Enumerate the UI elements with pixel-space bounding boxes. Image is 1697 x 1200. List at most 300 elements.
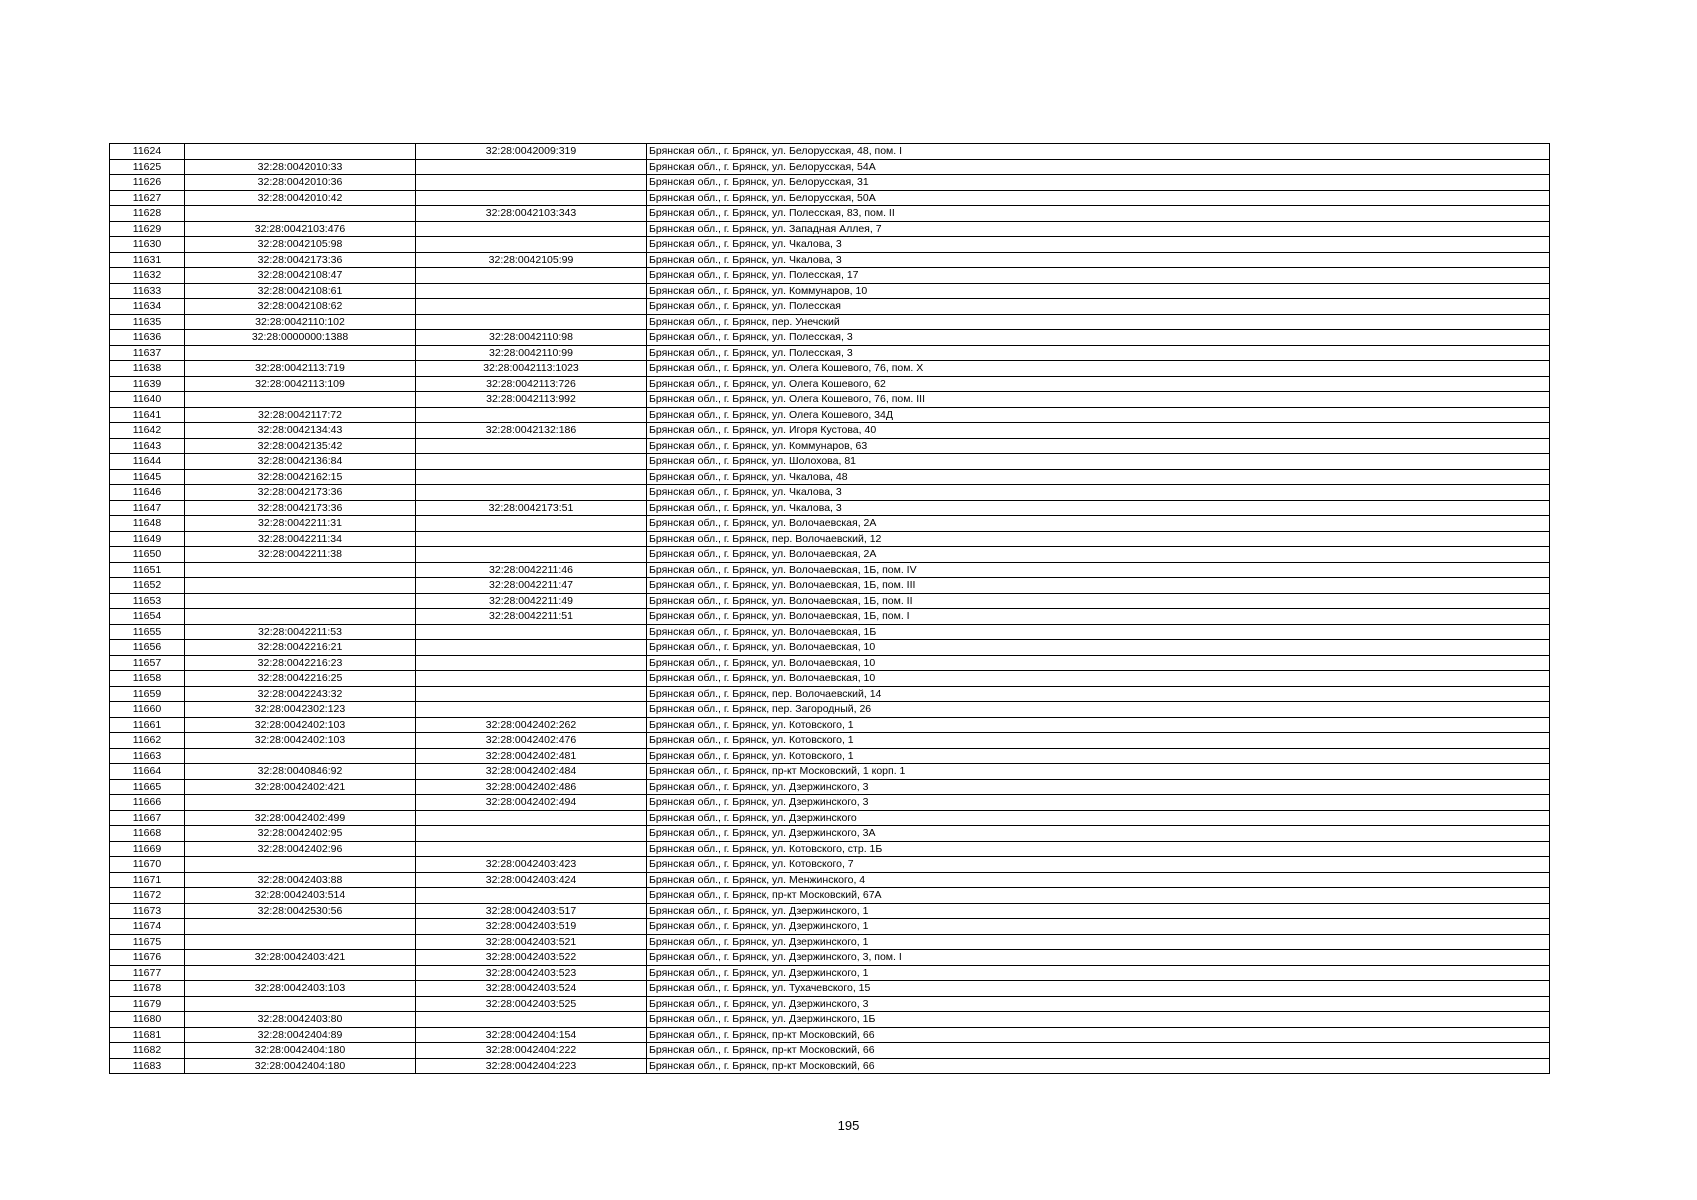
address-cell: Брянская обл., г. Брянск, ул. Шолохова, 81 [647,454,1550,470]
table-row [110,407,1550,423]
row-number-cell: 11651 [110,562,185,578]
row-number-cell: 11628 [110,206,185,222]
related-cadastral-number-cell: 32:28:0042402:481 [416,748,647,764]
cadastral-number-cell: 32:28:0042173:36 [185,500,416,516]
table-row [110,516,1550,532]
table-row [110,609,1550,625]
cadastral-number-cell: 32:28:0042211:31 [185,516,416,532]
row-number-cell: 11661 [110,717,185,733]
related-cadastral-number-cell [416,531,647,547]
related-cadastral-number-cell: 32:28:0042402:476 [416,733,647,749]
related-cadastral-number-cell [416,314,647,330]
table-row [110,345,1550,361]
address-cell: Брянская обл., г. Брянск, пр-кт Московский, 66 [647,1027,1550,1043]
related-cadastral-number-cell: 32:28:0042402:494 [416,795,647,811]
related-cadastral-number-cell: 32:28:0042113:726 [416,376,647,392]
row-number-cell: 11676 [110,950,185,966]
row-number-cell: 11678 [110,981,185,997]
address-cell: Брянская обл., г. Брянск, ул. Чкалова, 48 [647,469,1550,485]
cadastral-number-cell: 32:28:0042404:180 [185,1058,416,1074]
address-cell: Брянская обл., г. Брянск, ул. Дзержинского, 3А [647,826,1550,842]
address-cell: Брянская обл., г. Брянск, ул. Волочаевская, 1Б, пом. IV [647,562,1550,578]
address-cell: Брянская обл., г. Брянск, пр-кт Московский, 67А [647,888,1550,904]
cadastral-number-cell [185,345,416,361]
related-cadastral-number-cell [416,841,647,857]
related-cadastral-number-cell: 32:28:0042403:523 [416,965,647,981]
cadastral-number-cell: 32:28:0042243:32 [185,686,416,702]
cadastral-number-cell: 32:28:0042402:421 [185,779,416,795]
address-cell: Брянская обл., г. Брянск, пер. Унечский [647,314,1550,330]
address-cell: Брянская обл., г. Брянск, ул. Волочаевская, 10 [647,671,1550,687]
table-row [110,221,1550,237]
row-number-cell: 11632 [110,268,185,284]
cadastral-number-cell [185,206,416,222]
row-number-cell: 11637 [110,345,185,361]
related-cadastral-number-cell: 32:28:0042211:46 [416,562,647,578]
address-cell: Брянская обл., г. Брянск, ул. Олега Кошевого, 76, пом. III [647,392,1550,408]
address-cell: Брянская обл., г. Брянск, ул. Котовского, 7 [647,857,1550,873]
cadastral-number-cell: 32:28:0042108:62 [185,299,416,315]
row-number-cell: 11626 [110,175,185,191]
cadastral-number-cell: 32:28:0042211:53 [185,624,416,640]
table-row [110,857,1550,873]
row-number-cell: 11645 [110,469,185,485]
row-number-cell: 11624 [110,144,185,160]
address-cell: Брянская обл., г. Брянск, ул. Котовского, 1 [647,748,1550,764]
register-table [109,143,1550,1074]
row-number-cell: 11648 [110,516,185,532]
cadastral-number-cell: 32:28:0042402:95 [185,826,416,842]
address-cell: Брянская обл., г. Брянск, ул. Котовского, 1 [647,717,1550,733]
cadastral-number-cell: 32:28:0042302:123 [185,702,416,718]
table-row [110,795,1550,811]
row-number-cell: 11665 [110,779,185,795]
cadastral-number-cell: 32:28:0042173:36 [185,252,416,268]
table-row [110,283,1550,299]
related-cadastral-number-cell [416,454,647,470]
cadastral-number-cell [185,562,416,578]
cadastral-number-cell: 32:28:0042402:96 [185,841,416,857]
address-cell: Брянская обл., г. Брянск, ул. Дзержинского, 3 [647,996,1550,1012]
related-cadastral-number-cell: 32:28:0042173:51 [416,500,647,516]
address-cell: Брянская обл., г. Брянск, ул. Полесская, 83, пом. II [647,206,1550,222]
table-row [110,392,1550,408]
table-row [110,159,1550,175]
row-number-cell: 11668 [110,826,185,842]
related-cadastral-number-cell [416,175,647,191]
cadastral-number-cell: 32:28:0042135:42 [185,438,416,454]
related-cadastral-number-cell: 32:28:0042402:486 [416,779,647,795]
related-cadastral-number-cell: 32:28:0042211:51 [416,609,647,625]
cadastral-number-cell: 32:28:0042134:43 [185,423,416,439]
row-number-cell: 11656 [110,640,185,656]
related-cadastral-number-cell: 32:28:0042113:992 [416,392,647,408]
address-cell: Брянская обл., г. Брянск, ул. Менжинского, 4 [647,872,1550,888]
related-cadastral-number-cell [416,407,647,423]
related-cadastral-number-cell [416,299,647,315]
row-number-cell: 11663 [110,748,185,764]
table-row [110,547,1550,563]
related-cadastral-number-cell: 32:28:0042403:521 [416,934,647,950]
row-number-cell: 11650 [110,547,185,563]
cadastral-number-cell: 32:28:0042110:102 [185,314,416,330]
address-cell: Брянская обл., г. Брянск, ул. Белорусская, 54А [647,159,1550,175]
address-cell: Брянская обл., г. Брянск, ул. Дзержинского, 1 [647,903,1550,919]
related-cadastral-number-cell [416,438,647,454]
table-row [110,593,1550,609]
table-row [110,1043,1550,1059]
address-cell: Брянская обл., г. Брянск, ул. Игоря Кустова, 40 [647,423,1550,439]
row-number-cell: 11649 [110,531,185,547]
related-cadastral-number-cell [416,655,647,671]
cadastral-number-cell [185,609,416,625]
row-number-cell: 11683 [110,1058,185,1074]
cadastral-number-cell: 32:28:0042216:23 [185,655,416,671]
related-cadastral-number-cell [416,485,647,501]
table-row [110,702,1550,718]
row-number-cell: 11652 [110,578,185,594]
row-number-cell: 11642 [110,423,185,439]
row-number-cell: 11673 [110,903,185,919]
related-cadastral-number-cell: 32:28:0042402:484 [416,764,647,780]
cadastral-number-cell: 32:28:0042113:719 [185,361,416,377]
row-number-cell: 11675 [110,934,185,950]
cadastral-number-cell: 32:28:0042404:180 [185,1043,416,1059]
row-number-cell: 11631 [110,252,185,268]
row-number-cell: 11627 [110,190,185,206]
cadastral-number-cell: 32:28:0042211:34 [185,531,416,547]
related-cadastral-number-cell: 32:28:0042403:519 [416,919,647,935]
address-cell: Брянская обл., г. Брянск, ул. Дзержинского, 1 [647,934,1550,950]
address-cell: Брянская обл., г. Брянск, ул. Белорусская, 48, пом. I [647,144,1550,160]
table-row [110,903,1550,919]
cadastral-number-cell: 32:28:0042216:21 [185,640,416,656]
row-number-cell: 11639 [110,376,185,392]
related-cadastral-number-cell: 32:28:0042403:517 [416,903,647,919]
address-cell: Брянская обл., г. Брянск, ул. Полесская, 3 [647,345,1550,361]
address-cell: Брянская обл., г. Брянск, ул. Дзержинского, 1 [647,965,1550,981]
table-row [110,950,1550,966]
address-cell: Брянская обл., г. Брянск, пр-кт Московский, 66 [647,1058,1550,1074]
table-row [110,469,1550,485]
row-number-cell: 11660 [110,702,185,718]
table-row [110,872,1550,888]
row-number-cell: 11654 [110,609,185,625]
table-row [110,748,1550,764]
cadastral-number-cell: 32:28:0042010:42 [185,190,416,206]
row-number-cell: 11644 [110,454,185,470]
row-number-cell: 11674 [110,919,185,935]
cadastral-number-cell: 32:28:0042402:103 [185,733,416,749]
row-number-cell: 11667 [110,810,185,826]
address-cell: Брянская обл., г. Брянск, ул. Дзержинского, 3, пом. I [647,950,1550,966]
row-number-cell: 11641 [110,407,185,423]
register-table-body [110,144,1550,1074]
row-number-cell: 11630 [110,237,185,253]
address-cell: Брянская обл., г. Брянск, ул. Волочаевская, 1Б, пом. II [647,593,1550,609]
cadastral-number-cell: 32:28:0042402:499 [185,810,416,826]
table-row [110,640,1550,656]
table-row [110,934,1550,950]
related-cadastral-number-cell: 32:28:0042105:99 [416,252,647,268]
related-cadastral-number-cell [416,516,647,532]
address-cell: Брянская обл., г. Брянск, ул. Дзержинского, 1 [647,919,1550,935]
related-cadastral-number-cell [416,159,647,175]
cadastral-number-cell [185,857,416,873]
row-number-cell: 11681 [110,1027,185,1043]
cadastral-number-cell: 32:28:0042403:80 [185,1012,416,1028]
row-number-cell: 11653 [110,593,185,609]
row-number-cell: 11647 [110,500,185,516]
table-row [110,578,1550,594]
related-cadastral-number-cell: 32:28:0042211:47 [416,578,647,594]
table-row [110,454,1550,470]
related-cadastral-number-cell: 32:28:0042404:154 [416,1027,647,1043]
row-number-cell: 11646 [110,485,185,501]
related-cadastral-number-cell: 32:28:0042404:223 [416,1058,647,1074]
row-number-cell: 11635 [110,314,185,330]
address-cell: Брянская обл., г. Брянск, пер. Загородный, 26 [647,702,1550,718]
row-number-cell: 11633 [110,283,185,299]
related-cadastral-number-cell: 32:28:0042403:522 [416,950,647,966]
page-number: 195 [837,1118,860,1133]
related-cadastral-number-cell [416,1012,647,1028]
row-number-cell: 11677 [110,965,185,981]
related-cadastral-number-cell [416,624,647,640]
related-cadastral-number-cell [416,237,647,253]
related-cadastral-number-cell: 32:28:0042103:343 [416,206,647,222]
cadastral-number-cell: 32:28:0042402:103 [185,717,416,733]
related-cadastral-number-cell [416,190,647,206]
cadastral-number-cell: 32:28:0042103:476 [185,221,416,237]
row-number-cell: 11662 [110,733,185,749]
table-row [110,531,1550,547]
cadastral-number-cell: 32:28:0042216:25 [185,671,416,687]
table-row [110,252,1550,268]
table-row [110,671,1550,687]
address-cell: Брянская обл., г. Брянск, пер. Волочаевский, 12 [647,531,1550,547]
address-cell: Брянская обл., г. Брянск, ул. Волочаевская, 2А [647,516,1550,532]
row-number-cell: 11655 [110,624,185,640]
address-cell: Брянская обл., г. Брянск, ул. Волочаевская, 1Б, пом. I [647,609,1550,625]
cadastral-number-cell [185,965,416,981]
cadastral-number-cell [185,578,416,594]
address-cell: Брянская обл., г. Брянск, ул. Олега Кошевого, 34Д [647,407,1550,423]
cadastral-number-cell: 32:28:0042105:98 [185,237,416,253]
cadastral-number-cell [185,919,416,935]
address-cell: Брянская обл., г. Брянск, ул. Полесская, 3 [647,330,1550,346]
related-cadastral-number-cell: 32:28:0042404:222 [416,1043,647,1059]
related-cadastral-number-cell [416,469,647,485]
related-cadastral-number-cell [416,671,647,687]
row-number-cell: 11672 [110,888,185,904]
table-row [110,376,1550,392]
related-cadastral-number-cell: 32:28:0042402:262 [416,717,647,733]
table-row [110,981,1550,997]
row-number-cell: 11625 [110,159,185,175]
cadastral-number-cell [185,795,416,811]
related-cadastral-number-cell: 32:28:0042113:1023 [416,361,647,377]
row-number-cell: 11640 [110,392,185,408]
table-row [110,826,1550,842]
table-row [110,624,1550,640]
address-cell: Брянская обл., г. Брянск, ул. Чкалова, 3 [647,500,1550,516]
address-cell: Брянская обл., г. Брянск, ул. Белорусская, 31 [647,175,1550,191]
table-row [110,562,1550,578]
table-row [110,1058,1550,1074]
row-number-cell: 11682 [110,1043,185,1059]
table-row [110,733,1550,749]
row-number-cell: 11664 [110,764,185,780]
related-cadastral-number-cell [416,686,647,702]
table-row [110,888,1550,904]
cadastral-number-cell: 32:28:0042403:88 [185,872,416,888]
row-number-cell: 11669 [110,841,185,857]
cadastral-number-cell [185,593,416,609]
address-cell: Брянская обл., г. Брянск, ул. Чкалова, 3 [647,252,1550,268]
cadastral-number-cell: 32:28:0042162:15 [185,469,416,485]
related-cadastral-number-cell: 32:28:0042403:524 [416,981,647,997]
cadastral-number-cell: 32:28:0042136:84 [185,454,416,470]
related-cadastral-number-cell: 32:28:0042009:319 [416,144,647,160]
table-row [110,361,1550,377]
table-row [110,175,1550,191]
row-number-cell: 11670 [110,857,185,873]
related-cadastral-number-cell [416,810,647,826]
row-number-cell: 11643 [110,438,185,454]
address-cell: Брянская обл., г. Брянск, ул. Дзержинского [647,810,1550,826]
address-cell: Брянская обл., г. Брянск, ул. Белорусская, 50А [647,190,1550,206]
table-row [110,268,1550,284]
cadastral-number-cell [185,144,416,160]
table-row [110,686,1550,702]
related-cadastral-number-cell [416,547,647,563]
table-row [110,144,1550,160]
row-number-cell: 11636 [110,330,185,346]
address-cell: Брянская обл., г. Брянск, ул. Западная Аллея, 7 [647,221,1550,237]
cadastral-number-cell: 32:28:0042403:514 [185,888,416,904]
row-number-cell: 11634 [110,299,185,315]
related-cadastral-number-cell: 32:28:0042110:99 [416,345,647,361]
row-number-cell: 11659 [110,686,185,702]
row-number-cell: 11671 [110,872,185,888]
related-cadastral-number-cell: 32:28:0042403:525 [416,996,647,1012]
row-number-cell: 11666 [110,795,185,811]
table-row [110,237,1550,253]
cadastral-number-cell [185,934,416,950]
address-cell: Брянская обл., г. Брянск, ул. Волочаевская, 2А [647,547,1550,563]
table-row [110,1027,1550,1043]
address-cell: Брянская обл., г. Брянск, ул. Котовского, стр. 1Б [647,841,1550,857]
address-cell: Брянская обл., г. Брянск, ул. Коммунаров, 63 [647,438,1550,454]
cadastral-number-cell: 32:28:0040846:92 [185,764,416,780]
cadastral-number-cell: 32:28:0042403:103 [185,981,416,997]
address-cell: Брянская обл., г. Брянск, пр-кт Московский, 66 [647,1043,1550,1059]
row-number-cell: 11680 [110,1012,185,1028]
cadastral-number-cell [185,748,416,764]
cadastral-number-cell [185,392,416,408]
table-row [110,717,1550,733]
address-cell: Брянская обл., г. Брянск, ул. Волочаевская, 10 [647,655,1550,671]
address-cell: Брянская обл., г. Брянск, ул. Дзержинского, 1Б [647,1012,1550,1028]
address-cell: Брянская обл., г. Брянск, ул. Котовского, 1 [647,733,1550,749]
address-cell: Брянская обл., г. Брянск, ул. Волочаевская, 1Б [647,624,1550,640]
related-cadastral-number-cell: 32:28:0042403:424 [416,872,647,888]
table-row [110,190,1550,206]
address-cell: Брянская обл., г. Брянск, ул. Волочаевская, 1Б, пом. III [647,578,1550,594]
row-number-cell: 11657 [110,655,185,671]
address-cell: Брянская обл., г. Брянск, пер. Волочаевский, 14 [647,686,1550,702]
address-cell: Брянская обл., г. Брянск, ул. Полесская, 17 [647,268,1550,284]
table-row [110,919,1550,935]
cadastral-number-cell: 32:28:0042403:421 [185,950,416,966]
cadastral-number-cell: 32:28:0042117:72 [185,407,416,423]
table-row [110,764,1550,780]
table-row [110,299,1550,315]
table-row [110,841,1550,857]
table-row [110,330,1550,346]
related-cadastral-number-cell: 32:28:0042110:98 [416,330,647,346]
table-row [110,810,1550,826]
address-cell: Брянская обл., г. Брянск, ул. Чкалова, 3 [647,237,1550,253]
related-cadastral-number-cell [416,826,647,842]
cadastral-number-cell: 32:28:0000000:1388 [185,330,416,346]
cadastral-number-cell: 32:28:0042173:36 [185,485,416,501]
table-row [110,655,1550,671]
related-cadastral-number-cell [416,221,647,237]
table-row [110,996,1550,1012]
address-cell: Брянская обл., г. Брянск, ул. Дзержинского, 3 [647,779,1550,795]
row-number-cell: 11629 [110,221,185,237]
table-row [110,485,1550,501]
table-row [110,314,1550,330]
related-cadastral-number-cell: 32:28:0042211:49 [416,593,647,609]
address-cell: Брянская обл., г. Брянск, ул. Олега Кошевого, 62 [647,376,1550,392]
address-cell: Брянская обл., г. Брянск, ул. Тухачевского, 15 [647,981,1550,997]
related-cadastral-number-cell [416,888,647,904]
cadastral-number-cell [185,996,416,1012]
related-cadastral-number-cell: 32:28:0042403:423 [416,857,647,873]
address-cell: Брянская обл., г. Брянск, ул. Чкалова, 3 [647,485,1550,501]
cadastral-number-cell: 32:28:0042211:38 [185,547,416,563]
address-cell: Брянская обл., г. Брянск, ул. Коммунаров, 10 [647,283,1550,299]
row-number-cell: 11638 [110,361,185,377]
table-row [110,1012,1550,1028]
address-cell: Брянская обл., г. Брянск, ул. Дзержинского, 3 [647,795,1550,811]
table-row [110,500,1550,516]
address-cell: Брянская обл., г. Брянск, ул. Волочаевская, 10 [647,640,1550,656]
cadastral-number-cell: 32:28:0042010:33 [185,159,416,175]
related-cadastral-number-cell: 32:28:0042132:186 [416,423,647,439]
address-cell: Брянская обл., г. Брянск, ул. Олега Кошевого, 76, пом. X [647,361,1550,377]
address-cell: Брянская обл., г. Брянск, ул. Полесская [647,299,1550,315]
table-row [110,206,1550,222]
cadastral-number-cell: 32:28:0042108:61 [185,283,416,299]
related-cadastral-number-cell [416,640,647,656]
cadastral-number-cell: 32:28:0042113:109 [185,376,416,392]
table-row [110,423,1550,439]
cadastral-number-cell: 32:28:0042404:89 [185,1027,416,1043]
cadastral-number-cell: 32:28:0042530:56 [185,903,416,919]
table-row [110,779,1550,795]
cadastral-number-cell: 32:28:0042108:47 [185,268,416,284]
table-row [110,965,1550,981]
row-number-cell: 11658 [110,671,185,687]
related-cadastral-number-cell [416,268,647,284]
address-cell: Брянская обл., г. Брянск, пр-кт Московский, 1 корп. 1 [647,764,1550,780]
table-row [110,438,1550,454]
row-number-cell: 11679 [110,996,185,1012]
